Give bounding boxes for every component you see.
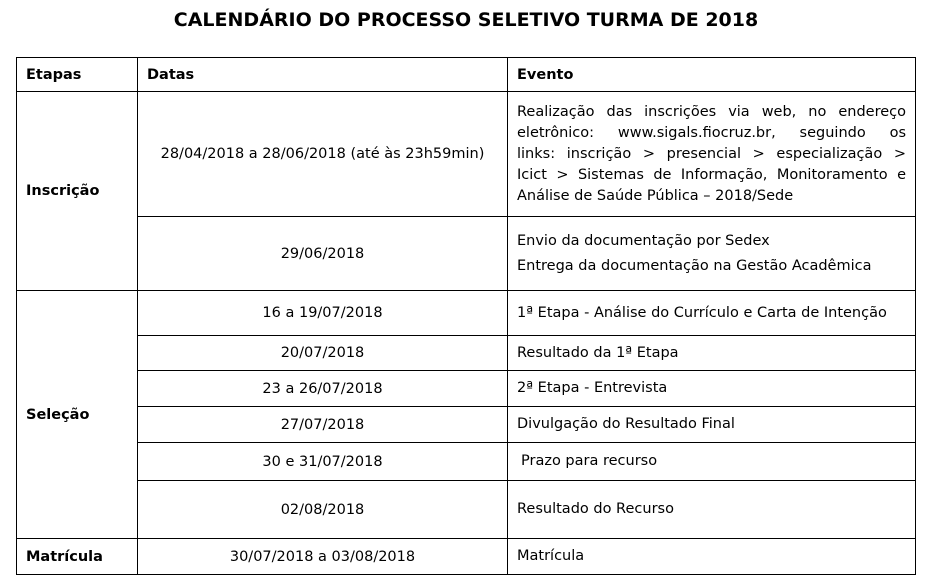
event-line: Análise de Saúde Pública – 2018/Sede <box>517 187 794 204</box>
event-cell <box>508 92 916 217</box>
event-line: eletrônico: www.sigals.fiocruz.br, seguindo os <box>517 124 906 141</box>
table-row <box>17 481 916 539</box>
date-cell: 16 a 19/07/2018 <box>138 291 508 336</box>
table-row <box>17 291 916 336</box>
date-cell: 29/06/2018 <box>138 217 508 291</box>
event-cell: Divulgação do Resultado Final <box>508 407 916 443</box>
table-row <box>17 92 916 217</box>
table-row <box>17 539 916 575</box>
page-title: CALENDÁRIO DO PROCESSO SELETIVO TURMA DE 2018 <box>173 9 759 31</box>
event-cell: 2ª Etapa - Entrevista <box>508 371 916 407</box>
header-etapas: Etapas <box>17 58 138 92</box>
table-row <box>17 443 916 481</box>
event-line: Entrega da documentação na Gestão Acadêmica <box>517 257 872 274</box>
date-cell: 28/04/2018 a 28/06/2018 (até às 23h59min) <box>138 92 508 217</box>
event-line: Icict > Sistemas de Informação, Monitoramento e <box>517 166 906 183</box>
etapa-inscricao: Inscrição <box>17 92 138 291</box>
event-text: Prazo para recurso <box>521 453 658 469</box>
event-line: links: inscrição > presencial > especialização > <box>517 145 906 162</box>
date-cell: 02/08/2018 <box>138 481 508 539</box>
table-row <box>17 371 916 407</box>
event-cell: 1ª Etapa - Análise do Currículo e Carta de Intenção <box>508 291 916 336</box>
event-cell: Resultado da 1ª Etapa <box>508 336 916 371</box>
calendar-table <box>16 57 916 575</box>
header-datas: Datas <box>138 58 508 92</box>
event-cell <box>508 443 916 481</box>
event-line: Realização das inscrições via web, no endereço <box>517 103 906 120</box>
event-line: Envio da documentação por Sedex <box>517 232 770 249</box>
date-cell: 23 a 26/07/2018 <box>138 371 508 407</box>
table-row <box>17 407 916 443</box>
date-cell: 20/07/2018 <box>138 336 508 371</box>
table-header-row <box>17 58 916 92</box>
date-cell: 30/07/2018 a 03/08/2018 <box>138 539 508 575</box>
header-evento: Evento <box>508 58 916 92</box>
table-row <box>17 217 916 291</box>
event-cell: Resultado do Recurso <box>508 481 916 539</box>
event-cell: Matrícula <box>508 539 916 575</box>
etapa-selecao: Seleção <box>17 291 138 539</box>
table-row <box>17 336 916 371</box>
etapa-matricula: Matrícula <box>17 539 138 575</box>
date-cell: 27/07/2018 <box>138 407 508 443</box>
date-cell: 30 e 31/07/2018 <box>138 443 508 481</box>
event-cell <box>508 217 916 291</box>
